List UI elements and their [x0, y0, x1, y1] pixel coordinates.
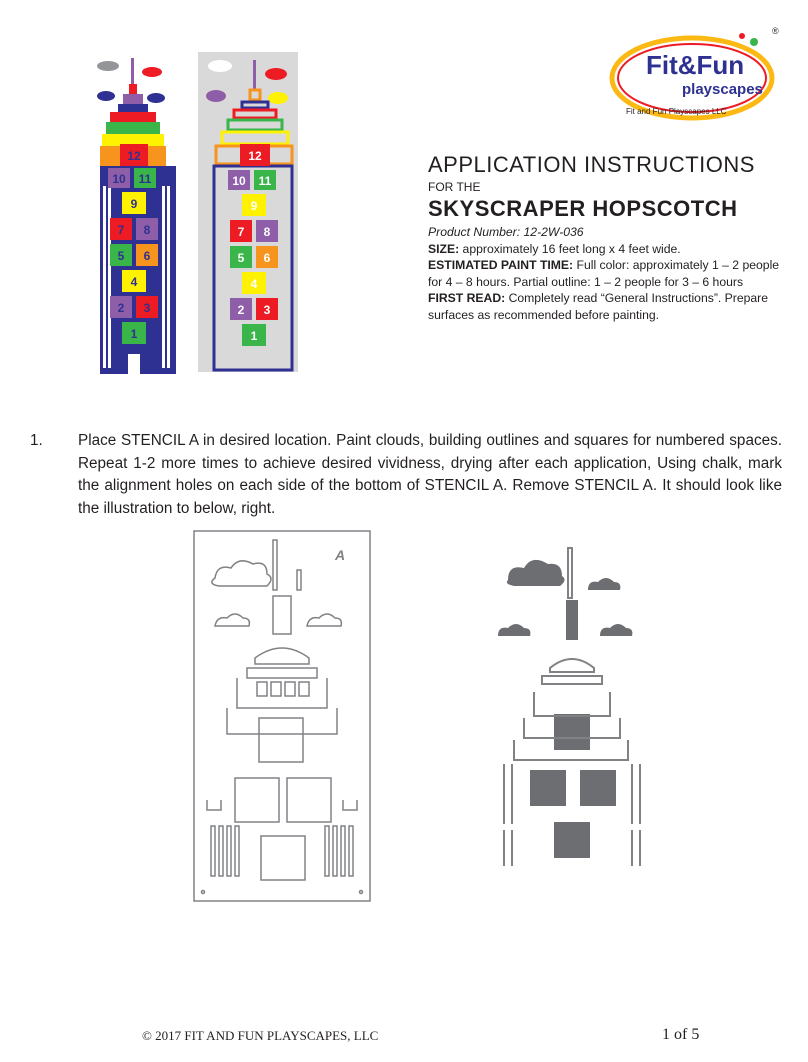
square-number: 6 — [263, 251, 271, 265]
square-number: 2 — [237, 303, 245, 317]
header-block — [428, 152, 780, 323]
paint-time-label: ESTIMATED PAINT TIME: — [428, 258, 574, 272]
square-number: 9 — [130, 197, 138, 211]
square-number: 6 — [143, 249, 151, 263]
square-number: 5 — [237, 251, 245, 265]
square-number: 4 — [130, 275, 138, 289]
stencil-a-illustration — [193, 530, 371, 902]
step-number: 1. — [30, 432, 43, 449]
square-number: 10 — [112, 172, 126, 186]
square-number: 8 — [143, 223, 151, 237]
square-number: 5 — [117, 249, 125, 263]
for-the-label: FOR THE — [428, 180, 481, 194]
size-text: approximately 16 feet long x 4 feet wide. — [462, 241, 681, 256]
square-number: 9 — [250, 199, 258, 213]
product-number-label: Product Number: — [428, 225, 521, 239]
square-number: 3 — [263, 303, 271, 317]
square-number: 11 — [138, 172, 152, 186]
square-number: 12 — [127, 149, 141, 163]
registered-mark: ® — [772, 26, 779, 36]
square-number: 8 — [263, 225, 271, 239]
product-number: 12-2W-036 — [523, 225, 584, 239]
square-number: 1 — [130, 327, 138, 341]
logo-line2: playscapes — [682, 81, 763, 98]
square-number: 11 — [258, 174, 272, 188]
step-text: Place STENCIL A in desired location. Paint clouds, building outlines and squares for numbered spaces. Repeat 1-2 more times to achieve desired vividness, drying after each application, Using chalk, mark the alignment holes on each side of the bottom of STENCIL A. Remove STENCIL A. It should look like the illustration to below, right. — [78, 432, 782, 517]
first-read-text: Completely read “General Instructions”. Prepare surfaces as recommended before painting. — [428, 291, 769, 322]
paint-time-text: Full color: approximately 1 – 2 people for 4 – 8 hours. Partial outline: 1 – 2 people for 3 – 6 hours — [428, 258, 780, 289]
product-name: SKYSCRAPER HOPSCOTCH — [428, 196, 738, 221]
square-number: 7 — [117, 223, 125, 237]
document-title: APPLICATION INSTRUCTIONS — [428, 152, 755, 177]
fit-and-fun-logo — [606, 22, 786, 128]
logo-tagline: Fit and Fun Playscapes LLC — [626, 107, 727, 116]
copyright: © 2017 FIT AND FUN PLAYSCAPES, LLC — [142, 1028, 379, 1043]
square-number: 12 — [248, 149, 262, 163]
square-number: 10 — [232, 174, 246, 188]
stencil-label: A — [335, 547, 346, 563]
square-number: 3 — [143, 301, 151, 315]
page-number: 1 of 5 — [662, 1026, 700, 1043]
product-info — [428, 224, 780, 323]
square-number: 4 — [250, 277, 258, 291]
square-number: 7 — [237, 225, 245, 239]
painted-result-illustration — [494, 544, 644, 874]
logo-line1: Fit&Fun — [646, 50, 745, 80]
partial-outline-skyscraper-illustration — [198, 52, 298, 372]
size-label: SIZE: — [428, 241, 460, 256]
square-number: 1 — [250, 329, 258, 343]
first-read-label: FIRST READ: — [428, 291, 506, 305]
full-color-skyscraper-illustration — [96, 56, 178, 374]
square-number: 2 — [117, 301, 125, 315]
